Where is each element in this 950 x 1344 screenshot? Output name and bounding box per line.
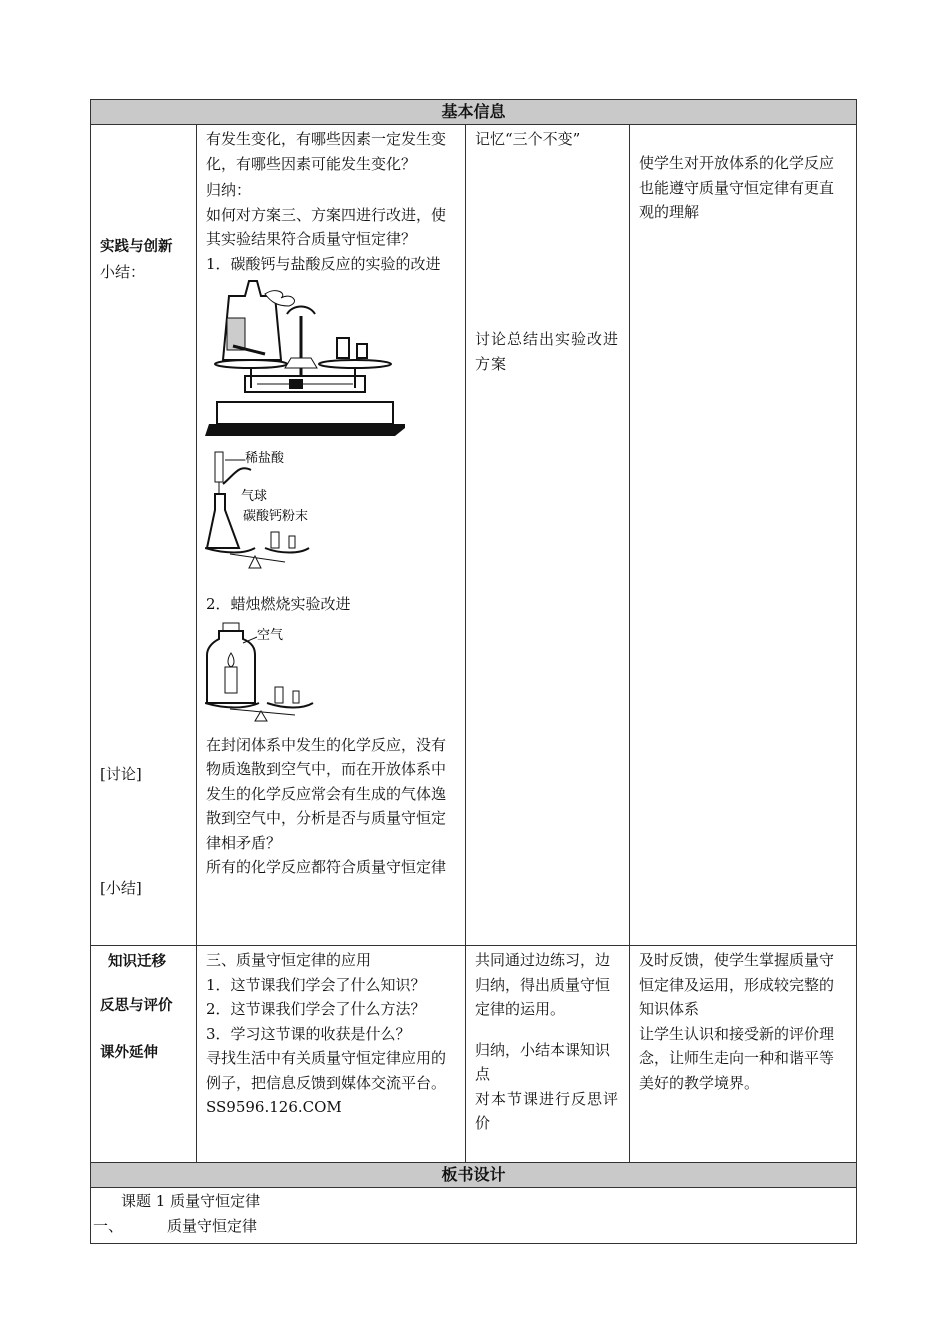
- summary2-label: [小结]: [100, 879, 142, 897]
- powder-label: 碳酸钙粉末: [243, 509, 309, 524]
- row1-col2: [197, 125, 466, 946]
- homework-text: 寻找生活中有关质量守恒定律应用的例子，把信息反馈到媒体交流平台。: [206, 1049, 447, 1092]
- row2-col1: [91, 946, 197, 1163]
- board-line-2-number: 一、: [93, 1217, 124, 1235]
- improve-question: 如何对方案三、方案四进行改进，使其实验结果符合质量守恒定律？: [206, 205, 447, 248]
- question-3: 3．学习这节课的收获是什么？: [206, 1024, 411, 1043]
- board-line-2-text: 质量守恒定律: [167, 1217, 258, 1235]
- acid-label: 稀盐酸: [245, 451, 285, 466]
- extension-label: 课外延伸: [100, 1045, 158, 1061]
- closed-system-question: 在封闭体系中发生的化学反应，没有物质逸散到空气中，而在开放体系中发生的化学反应常会有生成的气体逸散到空气中，分析是否与质量守恒定律相矛盾？: [206, 735, 447, 852]
- balance-figure: [205, 276, 405, 446]
- experiment2-title: 2．蜡烛燃烧实验改进: [206, 595, 351, 613]
- row1-col3: [466, 125, 630, 946]
- lesson-table: [90, 99, 857, 1244]
- reflection-text: 对本节课进行反思评价: [475, 1089, 620, 1132]
- row2-col3: [466, 946, 630, 1163]
- question-2: 2．这节课我们学会了什么方法？: [206, 1000, 426, 1018]
- feedback-text: 及时反馈，使学生掌握质量守恒定律及运用，形成较完整的知识体系: [639, 951, 835, 1018]
- conclusion-text: 所有的化学反应都符合质量守恒定律: [206, 858, 447, 876]
- summary-points: 归纳，小结本课知识点: [475, 1040, 611, 1083]
- experiment1-title: 1．碳酸钙与盐酸反应的实验的改进: [206, 254, 441, 273]
- row2-col4: [630, 946, 857, 1163]
- board-design-header: 板书设计: [91, 1163, 857, 1188]
- board-line-1: 课题 1 质量守恒定律: [121, 1192, 261, 1210]
- induction-label: 归纳：: [206, 181, 252, 199]
- row1-col4: [630, 125, 857, 946]
- balloon-label: 气球: [241, 489, 268, 504]
- memory-text: 记忆“三个不变”: [475, 130, 581, 148]
- discussion-label: [讨论]: [100, 765, 142, 783]
- board-line-2: [91, 1214, 856, 1239]
- practice-label: 实践与创新: [100, 239, 173, 255]
- air-label: 空气: [257, 627, 284, 643]
- lesson-plan-page: [90, 99, 856, 1244]
- reflection-label: 反思与评价: [100, 998, 173, 1014]
- practice-summary: 共同通过边练习，边归纳，得出质量守恒定律的运用。: [475, 951, 611, 1018]
- basic-info-header: 基本信息: [91, 100, 857, 125]
- application-title: 三、质量守恒定律的应用: [206, 951, 372, 969]
- goal-text: 使学生对开放体系的化学反应也能遵守质量守恒定律有更直观的理解: [639, 154, 835, 221]
- discuss-text: 讨论总结出实验改进方案: [475, 330, 620, 373]
- evaluation-text: 让学生认识和接受新的评价理念，让师生走向一种和谐平等美好的教学境界。: [639, 1024, 835, 1092]
- row1-col1: [91, 125, 197, 946]
- row2-col2: [197, 946, 466, 1163]
- syringe-balloon-figure: [205, 448, 405, 578]
- board-design-content: [91, 1188, 857, 1244]
- transfer-label: 知识迁移: [108, 954, 166, 970]
- summary-label: 小结：: [100, 263, 146, 281]
- question-1: 1．这节课我们学会了什么知识？: [206, 975, 426, 994]
- question-text: 有发生变化，有哪些因素一定发生变化，有哪些因素可能发生变化？: [206, 130, 447, 173]
- website-text: SS9596.126.COM: [206, 1098, 342, 1116]
- candle-jar-figure: [205, 619, 405, 729]
